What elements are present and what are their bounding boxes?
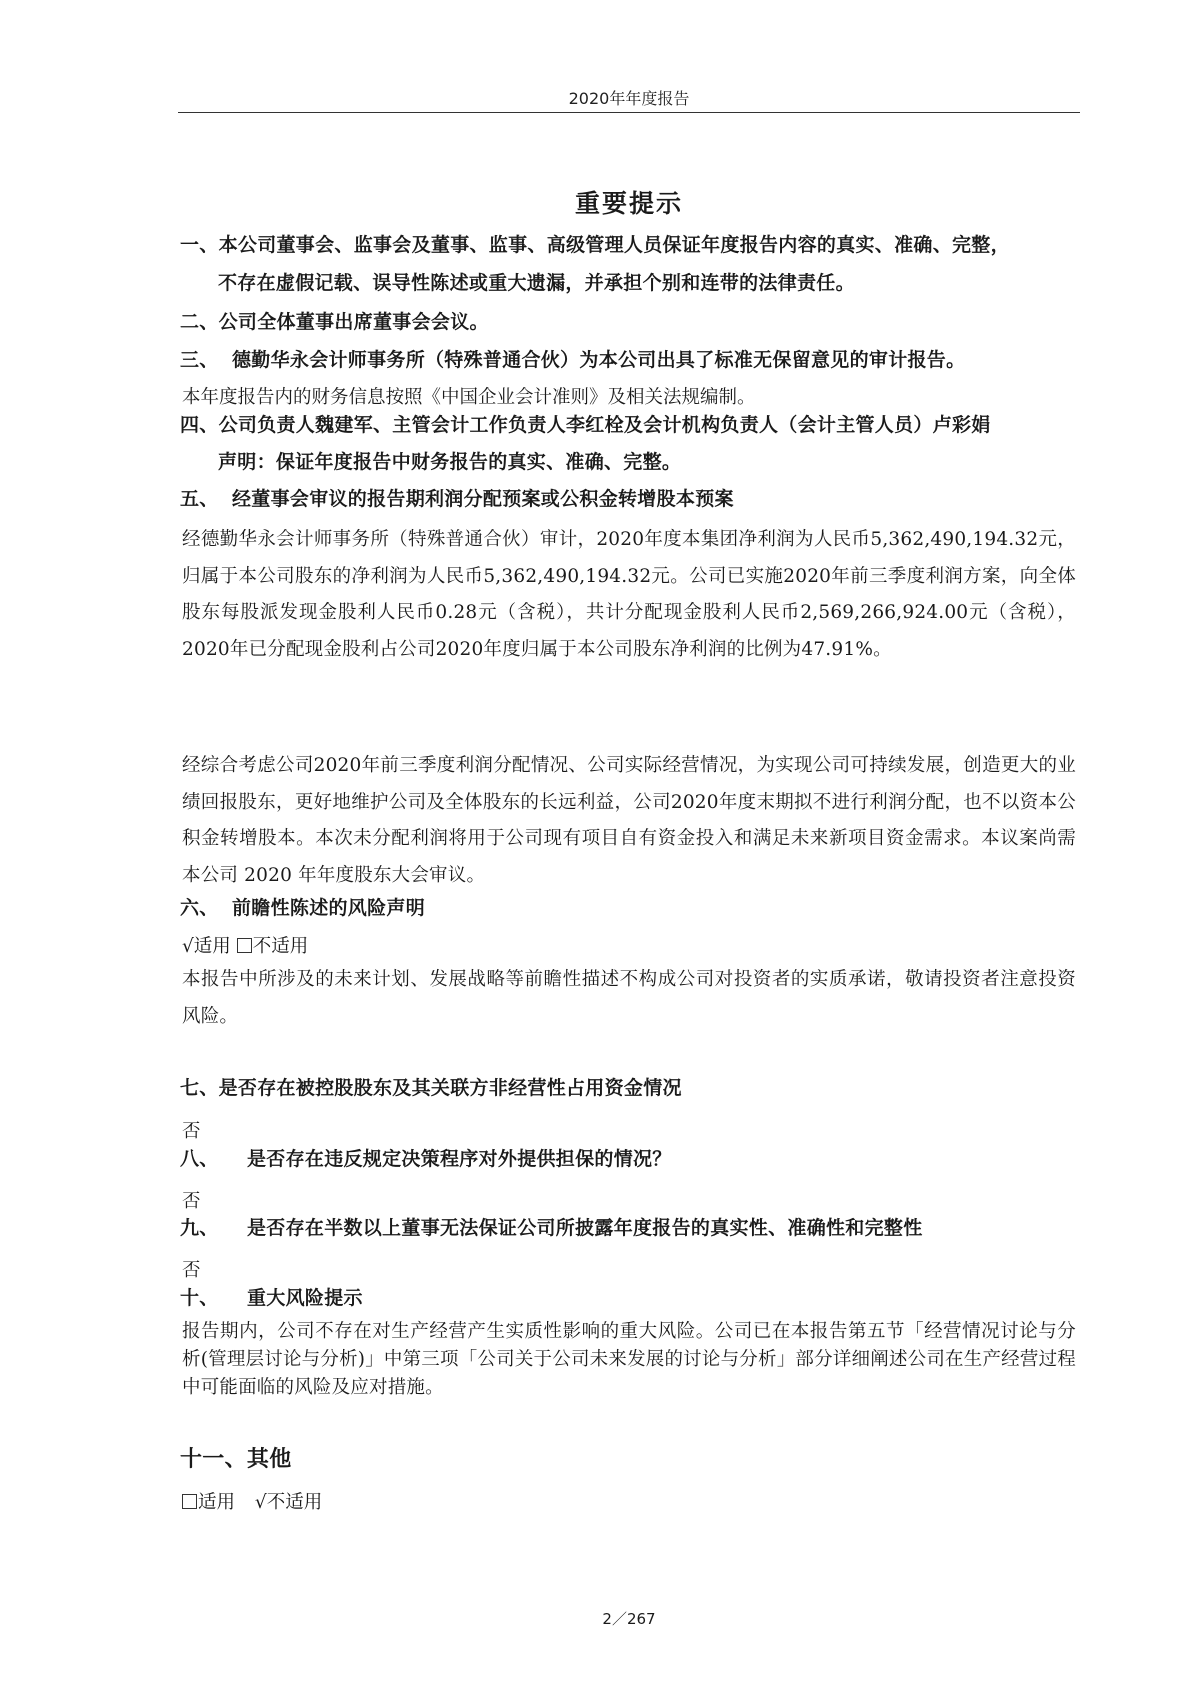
- section-8-answer: 否: [182, 1191, 201, 1212]
- section-1-line2: 不存在虚假记载、误导性陈述或重大遗漏，并承担个别和连带的法律责任。: [218, 272, 855, 294]
- section-1-line1: 一、本公司董事会、监事会及董事、监事、高级管理人员保证年度报告内容的真实、准确、完整，: [180, 234, 1010, 256]
- empty-checkbox-icon: [237, 938, 252, 953]
- page-number: 2／267: [602, 1610, 656, 1628]
- section-10-heading: [180, 1283, 363, 1310]
- section-8-heading: [180, 1144, 672, 1171]
- checkmark-icon: √: [182, 936, 194, 957]
- section-7-heading: 七、是否存在被控股股东及其关联方非经营性占用资金情况: [180, 1077, 682, 1099]
- section-11-heading: 十一、其他: [180, 1447, 292, 1472]
- header-rule: [178, 112, 1080, 113]
- section-10-text: 重大风险提示: [247, 1287, 363, 1309]
- section-6-heading: [180, 893, 425, 920]
- section-6-paragraph: 本报告中所涉及的未来计划、发展战略等前瞻性描述不构成公司对投资者的实质承诺，敬请投资者注意投资风险。: [182, 969, 1076, 1027]
- section-3-heading: [180, 345, 965, 372]
- empty-checkbox-icon: [182, 1494, 197, 1509]
- checkmark-icon: √: [254, 1492, 267, 1513]
- page-title: 重要提示: [574, 189, 683, 218]
- section-7-answer: 否: [182, 1121, 201, 1142]
- section-6-text: 前瞻性陈述的风险声明: [232, 897, 426, 919]
- section-9-answer: 否: [182, 1260, 201, 1281]
- section-9-text: 是否存在半数以上董事无法保证公司所披露年度报告的真实性、准确性和完整性: [247, 1217, 923, 1239]
- section-5-heading: [180, 484, 734, 511]
- section-6-number: 六、: [180, 897, 219, 919]
- not-applicable-label: 不适用: [252, 936, 309, 957]
- section-10-number: 十、: [180, 1287, 219, 1309]
- section-8-number: 八、: [180, 1148, 219, 1170]
- section-9-heading: [180, 1213, 923, 1240]
- section-10-paragraph: 报告期内，公司不存在对生产经营产生实质性影响的重大风险。公司已在本报告第五节「经营情况讨论与分析(管理层讨论与分析)」中第三项「公司关于公司未来发展的讨论与分析」部分详细阐述公司在生产经营过程中可能面临的风险及应对措施。: [182, 1321, 1076, 1398]
- section-3-number: 三、: [180, 349, 219, 371]
- section-3-note: 本年度报告内的财务信息按照《中国企业会计准则》及相关法规编制。: [182, 387, 756, 408]
- applicable-label: 适用: [193, 936, 231, 957]
- applicable-label: 适用: [198, 1492, 236, 1513]
- section-3-text: 德勤华永会计师事务所（特殊普通合伙）为本公司出具了标准无保留意见的审计报告。: [232, 349, 966, 371]
- section-11-applicability: [182, 1488, 322, 1514]
- section-6-applicability: [182, 932, 308, 958]
- section-9-number: 九、: [180, 1217, 219, 1239]
- section-5-paragraph-2: 经综合考虑公司2020年前三季度利润分配情况、公司实际经营情况，为实现公司可持续发展，创造更大的业绩回报股东，更好地维护公司及全体股东的长远利益，公司2020年度末期拟不进行利润分配，也不以资本公积金转增股本。本次未分配利润将用于公司现有项目自有资金投入和满足未来新项目资金需求。本议案尚需本公司 2020 年年度股东大会审议。: [182, 755, 1076, 886]
- not-applicable-label: 不适用: [266, 1492, 323, 1513]
- section-5-text: 经董事会审议的报告期利润分配预案或公积金转增股本预案: [232, 488, 734, 510]
- section-2-heading: 二、公司全体董事出席董事会会议。: [180, 311, 489, 333]
- section-4-line2: 声明：保证年度报告中财务报告的真实、准确、完整。: [218, 451, 682, 473]
- section-5-paragraph-1: 经德勤华永会计师事务所（特殊普通合伙）审计，2020年度本集团净利润为人民币5,362,490,194.32元，归属于本公司股东的净利润为人民币5,362,490,194.32元。公司已实施2020年前三季度利润方案，向全体股东每股派发现金股利人民币0.28元（含税），共计分配现金股利人民币2,569,266,924.00元（含税），2020年已分配现金股利占公司2020年度归属于本公司股东净利润的比例为47.91%。: [182, 529, 1076, 660]
- section-8-text: 是否存在违反规定决策程序对外提供担保的情况？: [247, 1148, 672, 1170]
- running-header: 2020年年度报告: [568, 89, 690, 108]
- section-5-number: 五、: [180, 488, 219, 510]
- section-4-line1: 四、公司负责人魏建军、主管会计工作负责人李红栓及会计机构负责人（会计主管人员）卢彩娟: [180, 414, 991, 436]
